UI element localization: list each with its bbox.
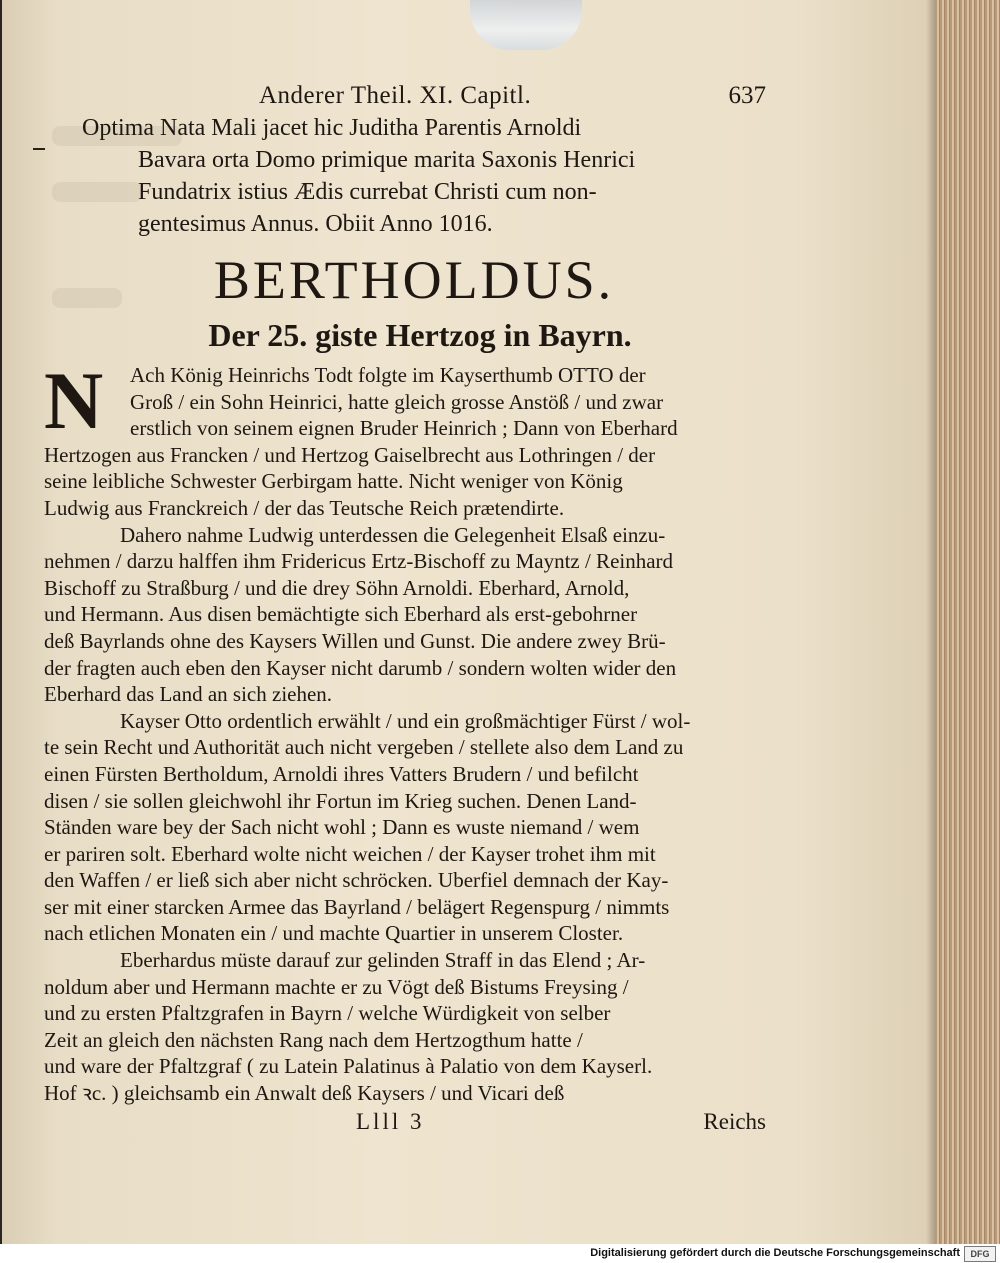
text-line: ser mit einer starcken Armee das Bayrland / belägert Regenspurg / nimmts (44, 894, 670, 919)
paragraph (44, 708, 766, 947)
text-line: Hertzogen aus Francken / und Hertzog Gaiselbrecht aus Lothringen / der (44, 442, 656, 467)
text-line: Eberhardus müste darauf zur gelinden Straff in das Elend ; Ar- (120, 948, 646, 973)
text-line: und ware der Pfaltzgraf ( zu Latein Palatinus à Palatio von dem Kayserl. (44, 1054, 653, 1079)
drop-cap: N (44, 355, 104, 446)
text-line: Bischoff zu Straßburg / und die drey Söhn Arnoldi. Eberhard, Arnold, (44, 575, 630, 600)
running-head (44, 82, 766, 116)
page-text (44, 82, 766, 1137)
footer-bar (0, 1244, 1000, 1263)
text-line: Ach König Heinrichs Todt folgte im Kayserthumb OTTO der (130, 363, 646, 387)
text-line: Kayser Otto ordentlich erwählt / und ein großmächtiger Fürst / wol- (120, 708, 691, 733)
page-clip (470, 0, 582, 50)
text-line: te sein Recht und Authorität auch nicht vergeben / stellete also dem Land zu (44, 735, 684, 760)
text-line: einen Fürsten Bertholdum, Arnoldi ihres Vatters Brudern / und befilcht (44, 761, 639, 786)
text-line: disen / sie sollen gleichwohl ihr Fortun im Krieg suchen. Denen Land- (44, 788, 637, 813)
text-line: nehmen / darzu halffen ihm Fridericus Ertz-Bischoff zu Mayntz / Reinhard (44, 549, 674, 574)
epitaph-line: gentesimus Annus. Obiit Anno 1016. (138, 211, 493, 237)
text-line: den Waffen / er ließ sich aber nicht schröcken. Uberfiel demnach der Kay- (44, 868, 669, 893)
text-line: noldum aber und Hermann machte er zu Vögt deß Bistums Freysing / (44, 974, 629, 999)
chapter-title: BERTHOLDUS. (213, 250, 615, 310)
text-line: der fragten auch eben den Kayser nicht darumb / sondern wolten wider den (44, 655, 677, 680)
text-line: deß Bayrlands ohne des Kaysers Willen und Gunst. Die andere zwey Brü- (44, 628, 666, 653)
signature-mark: Llll 3 (356, 1108, 425, 1134)
epitaph-line: Bavara orta Domo primique marita Saxonis Henrici (138, 147, 636, 173)
body-text (44, 355, 766, 1107)
epitaph-line: Optima Nata Mali jacet hic Juditha Parentis Arnoldi (82, 115, 582, 141)
catchword: Reichs (703, 1108, 766, 1134)
text-line: Eberhard das Land an sich ziehen. (44, 682, 333, 707)
paragraph (44, 947, 766, 1107)
text-line: Dahero nahme Ludwig unterdessen die Gelegenheit Elsaß einzu- (120, 522, 666, 547)
paragraph (44, 355, 766, 522)
text-line: erstlich von seinem eignen Bruder Heinrich ; Dann von Eberhard (130, 416, 678, 441)
dfg-logo-icon: DFG (964, 1246, 996, 1262)
text-line: Ludwig aus Franckreich / der das Teutsche Reich prætendirte. (44, 495, 565, 520)
page-edges (935, 0, 1000, 1244)
text-line: Hof ꝛc. ) gleichsamb ein Anwalt deß Kaysers / und Vicari deß (44, 1081, 565, 1106)
text-line: Ständen ware bey der Sach nicht wohl ; Dann es wuste niemand / wem (44, 815, 640, 840)
text-line: nach etlichen Monaten ein / und machte Quartier in unserem Closter. (44, 921, 624, 946)
page-foot (44, 1109, 766, 1137)
page-number: 637 (728, 82, 766, 109)
running-head-title: Anderer Theil. XI. Capitl. (259, 82, 532, 109)
book-page (2, 0, 935, 1244)
text-line: und zu ersten Pfaltzgrafen in Bayrn / welche Würdigkeit von selber (44, 1001, 611, 1026)
epitaph (82, 112, 766, 240)
paragraph (44, 522, 766, 708)
text-line: er pariren solt. Eberhard wolte nicht weichen / der Kayser trohet ihm mit (44, 841, 656, 866)
epitaph-line: Fundatrix istius Ædis currebat Christi cum non- (138, 179, 597, 205)
text-line: Groß / ein Sohn Heinrici, hatte gleich grosse Anstöß / und zwar (130, 389, 664, 414)
footer-credit: Digitalisierung gefördert durch die Deutsche Forschungsgemeinschaft (590, 1247, 960, 1259)
text-line: und Hermann. Aus disen bemächtigte sich Eberhard als erst-gebohrner (44, 602, 638, 627)
text-line: seine leibliche Schwester Gerbirgam hatte. Nicht weniger von König (44, 469, 623, 494)
chapter-subtitle: Der 25. giste Hertzog in Bayrn. (208, 317, 632, 353)
text-line: Zeit an gleich den nächsten Rang nach dem Hertzogthum hatte / (44, 1027, 583, 1052)
